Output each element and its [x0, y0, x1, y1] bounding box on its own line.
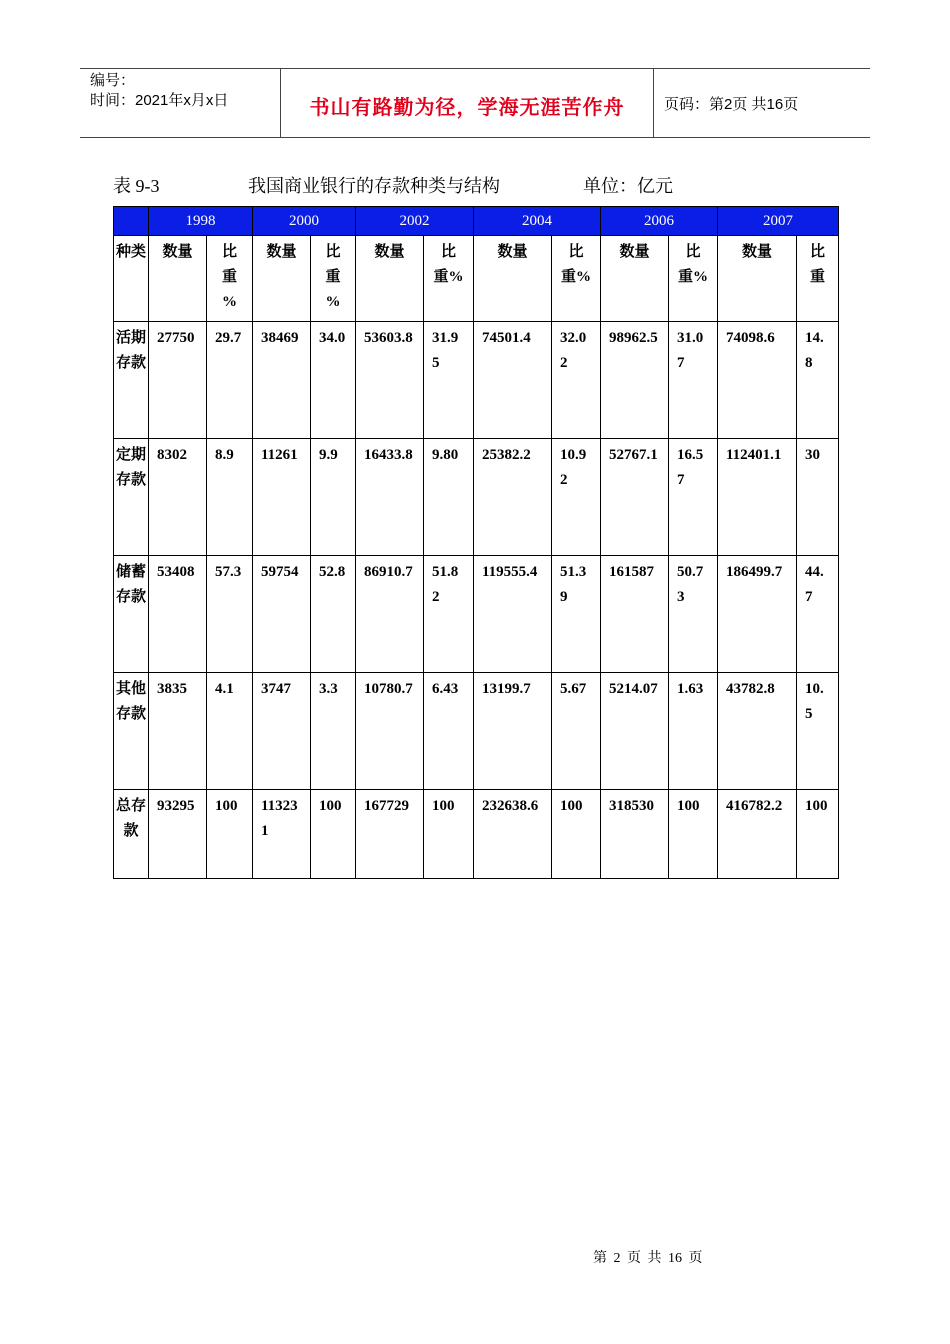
table-number: 表 9-3	[113, 176, 160, 196]
amount-cell: 16433.8	[356, 439, 424, 556]
share-cell: 57.3	[207, 556, 253, 673]
row-label: 定期存款	[114, 439, 149, 556]
share-cell: 100	[424, 790, 474, 879]
year-header: 2007	[718, 207, 839, 236]
column-header-amount: 数量	[474, 236, 552, 322]
table-row	[114, 790, 839, 879]
amount-cell: 5214.07	[601, 673, 669, 790]
amount-cell: 27750	[149, 322, 207, 439]
amount-cell: 59754	[253, 556, 311, 673]
share-cell: 9.80	[424, 439, 474, 556]
page-footer: 第 2 页 共 16 页	[593, 1251, 703, 1266]
column-header-category: 种类	[114, 236, 149, 322]
share-cell: 51.39	[552, 556, 601, 673]
page-header	[80, 68, 870, 138]
amount-cell: 74501.4	[474, 322, 552, 439]
share-cell: 14.8	[797, 322, 839, 439]
column-header-amount: 数量	[718, 236, 797, 322]
share-cell: 100	[669, 790, 718, 879]
amount-cell: 98962.5	[601, 322, 669, 439]
share-cell: 1.63	[669, 673, 718, 790]
share-cell: 3.3	[311, 673, 356, 790]
amount-cell: 43782.8	[718, 673, 797, 790]
year-header-row	[114, 207, 839, 236]
amount-cell: 161587	[601, 556, 669, 673]
amount-cell: 318530	[601, 790, 669, 879]
table-row	[114, 673, 839, 790]
table-row	[114, 556, 839, 673]
share-cell: 8.9	[207, 439, 253, 556]
year-header: 2002	[356, 207, 474, 236]
share-cell: 50.73	[669, 556, 718, 673]
share-cell: 100	[552, 790, 601, 879]
amount-cell: 8302	[149, 439, 207, 556]
share-cell: 30	[797, 439, 839, 556]
amount-cell: 186499.7	[718, 556, 797, 673]
row-label: 其他存款	[114, 673, 149, 790]
share-cell: 10.5	[797, 673, 839, 790]
share-cell: 100	[311, 790, 356, 879]
amount-cell: 167729	[356, 790, 424, 879]
amount-cell: 53408	[149, 556, 207, 673]
year-header-blank	[114, 207, 149, 236]
table-row	[114, 322, 839, 439]
amount-cell: 112401.1	[718, 439, 797, 556]
row-label: 储蓄存款	[114, 556, 149, 673]
row-label: 总存款	[114, 790, 149, 879]
share-cell: 31.07	[669, 322, 718, 439]
year-header: 2004	[474, 207, 601, 236]
share-cell: 32.02	[552, 322, 601, 439]
share-cell: 44.7	[797, 556, 839, 673]
column-header-share: 比重%	[311, 236, 356, 322]
year-header: 1998	[149, 207, 253, 236]
amount-cell: 38469	[253, 322, 311, 439]
amount-cell: 25382.2	[474, 439, 552, 556]
amount-cell: 3835	[149, 673, 207, 790]
amount-cell: 53603.8	[356, 322, 424, 439]
table-unit: 单位：亿元	[583, 176, 673, 196]
share-cell: 31.95	[424, 322, 474, 439]
column-header-share: 比重	[797, 236, 839, 322]
amount-cell: 93295	[149, 790, 207, 879]
column-header-share: 比重%	[552, 236, 601, 322]
amount-cell: 416782.2	[718, 790, 797, 879]
share-cell: 16.57	[669, 439, 718, 556]
row-label: 活期存款	[114, 322, 149, 439]
amount-cell: 3747	[253, 673, 311, 790]
share-cell: 29.7	[207, 322, 253, 439]
amount-cell: 74098.6	[718, 322, 797, 439]
amount-cell: 52767.1	[601, 439, 669, 556]
column-header-amount: 数量	[601, 236, 669, 322]
share-cell: 9.9	[311, 439, 356, 556]
share-cell: 5.67	[552, 673, 601, 790]
number-label: 编号：	[90, 72, 136, 89]
column-header-share: 比重%	[669, 236, 718, 322]
amount-cell: 86910.7	[356, 556, 424, 673]
column-header-row	[114, 236, 839, 322]
header-motto-cell	[280, 69, 654, 137]
header-meta	[80, 69, 280, 137]
share-cell: 52.8	[311, 556, 356, 673]
column-header-amount: 数量	[356, 236, 424, 322]
amount-cell: 119555.4	[474, 556, 552, 673]
amount-cell: 10780.7	[356, 673, 424, 790]
share-cell: 4.1	[207, 673, 253, 790]
amount-cell: 11261	[253, 439, 311, 556]
amount-cell: 13199.7	[474, 673, 552, 790]
year-header: 2006	[601, 207, 718, 236]
share-cell: 51.82	[424, 556, 474, 673]
deposit-table	[113, 206, 839, 879]
amount-cell: 232638.6	[474, 790, 552, 879]
page-info: 页码：第2页 共16页	[664, 96, 799, 113]
share-cell: 100	[207, 790, 253, 879]
share-cell: 10.92	[552, 439, 601, 556]
column-header-amount: 数量	[253, 236, 311, 322]
share-cell: 6.43	[424, 673, 474, 790]
amount-cell: 113231	[253, 790, 311, 879]
table-title: 我国商业银行的存款种类与结构	[248, 176, 500, 196]
share-cell: 34.0	[311, 322, 356, 439]
header-page-cell	[654, 69, 870, 137]
column-header-amount: 数量	[149, 236, 207, 322]
time-label: 时间：2021年x月x日	[90, 92, 229, 109]
motto: 书山有路勤为径，学海无涯苦作舟	[309, 95, 625, 119]
column-header-share: 比重%	[207, 236, 253, 322]
column-header-share: 比重%	[424, 236, 474, 322]
year-header: 2000	[253, 207, 356, 236]
table-row	[114, 439, 839, 556]
share-cell: 100	[797, 790, 839, 879]
